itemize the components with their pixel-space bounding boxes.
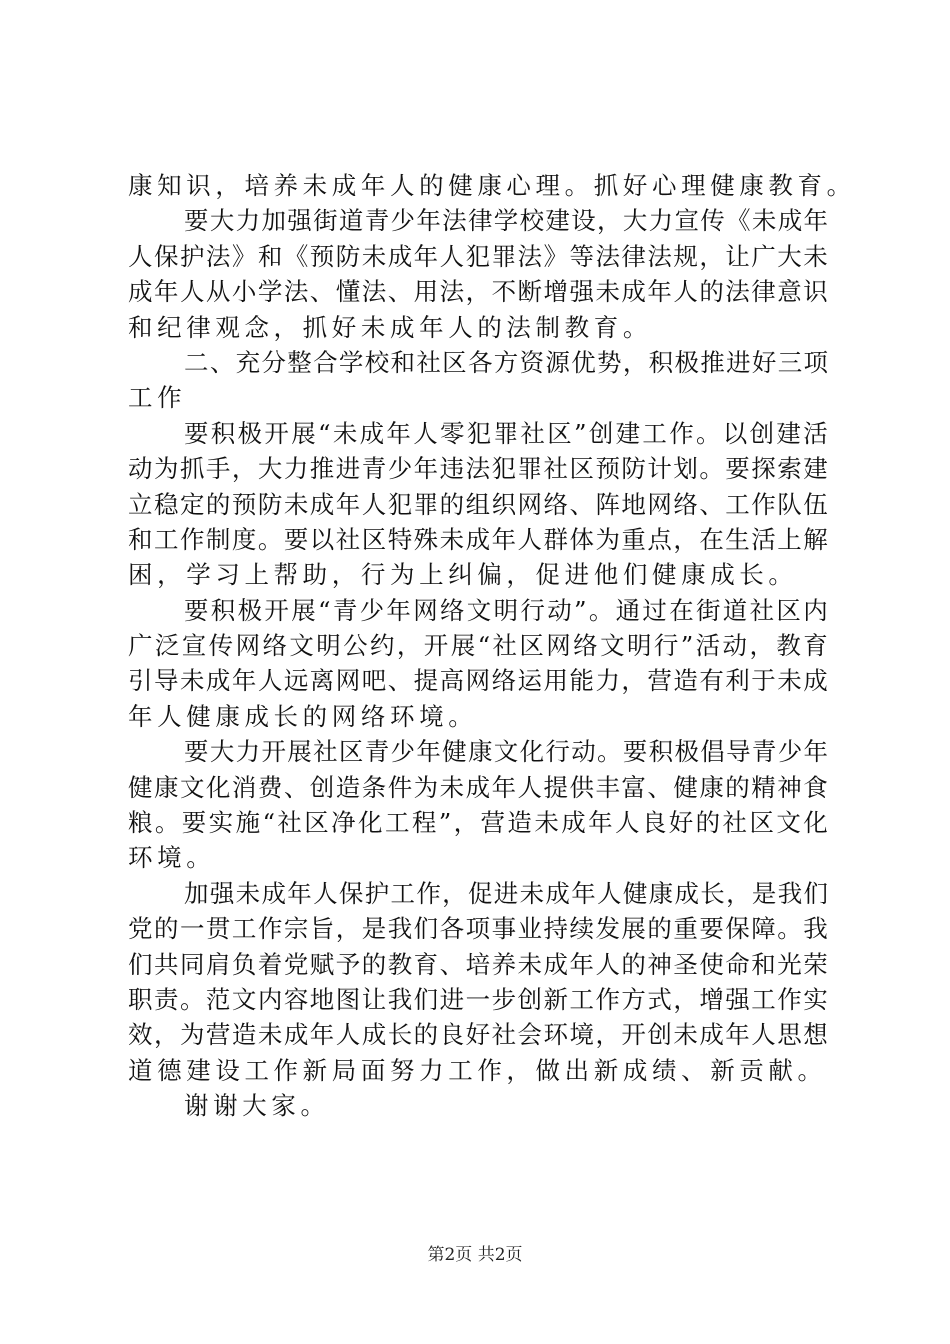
text-line: 成 年 人 从 小 学 法 、 懂 法 、 用 法 ， 不 断 增 强 未 成 年 人 的 法 律 意 识 [128,277,828,307]
text-line: 引 导 未 成 年 人 远 离 网 吧 、 提 高 网 络 运 用 能 力 ， 营 造 有 利 于 未 成 [128,666,828,696]
text-line: 广 泛 宣 传 网 络 文 明 公 约 ， 开 展 “ 社 区 网 络 文 明 行 ” 活 动 ， 教 育 [128,631,828,661]
text-line: 要 积 极 开 展 “ 未 成 年 人 零 犯 罪 社 区 ” 创 建 工 作 。 以 创 建 活 [184,418,828,448]
text-line: 和 纪 律 观 念 ， 抓 好 未 成 年 人 的 法 制 教 育 。 [128,312,652,342]
text-line: 加 强 未 成 年 人 保 护 工 作 ， 促 进 未 成 年 人 健 康 成 长 ， 是 我 们 [184,878,828,908]
text-line: 和 工 作 制 度 。 要 以 社 区 特 殊 未 成 年 人 群 体 为 重 点 ， 在 生 活 上 解 [128,524,828,554]
text-line: 要 大 力 加 强 街 道 青 少 年 法 律 学 校 建 设 ， 大 力 宣 传 《 未 成 年 [184,206,828,236]
text-line: 谢 谢 大 家 。 [184,1091,330,1121]
text-line: 人 保 护 法 》 和 《 预 防 未 成 年 人 犯 罪 法 》 等 法 律 法 规 ， 让 广 大 未 [128,241,828,271]
text-line: 动 为 抓 手 ， 大 力 推 进 青 少 年 违 法 犯 罪 社 区 预 防 计 划 。 要 探 索 建 [128,454,828,484]
text-line: 效 ， 为 营 造 未 成 年 人 成 长 的 良 好 社 会 环 境 ， 开 创 未 成 年 人 思 想 [128,1020,828,1050]
text-line: 年 人 健 康 成 长 的 网 络 环 境 。 [128,701,478,731]
text-line: 立 稳 定 的 预 防 未 成 年 人 犯 罪 的 组 织 网 络 、 阵 地 网 络 、 工 作 队 伍 [128,489,828,519]
text-line: 党 的 一 贯 工 作 宗 旨 ， 是 我 们 各 项 事 业 持 续 发 展 的 重 要 保 障 。 我 [128,914,828,944]
page-footer: 第2页 共2页 [427,1245,523,1265]
text-line: 要 积 极 开 展 “ 青 少 年 网 络 文 明 行 动 ” 。 通 过 在 街 道 社 区 内 [184,595,828,625]
text-line: 们 共 同 肩 负 着 党 赋 予 的 教 育 、 培 养 未 成 年 人 的 神 圣 使 命 和 光 荣 [128,949,828,979]
document-body [128,168,856,1124]
text-line: 粮 。 要 实 施 “ 社 区 净 化 工 程 ” ， 营 造 未 成 年 人 良 好 的 社 区 文 化 [128,808,828,838]
text-line: 二 、 充 分 整 合 学 校 和 社 区 各 方 资 源 优 势 ， 积 极 推 进 好 三 项 [184,347,828,377]
text-line: 困 ， 学 习 上 帮 助 ， 行 为 上 纠 偏 ， 促 进 他 们 健 康 成 长 。 [128,560,798,590]
text-line: 职 责 。 范 文 内 容 地 图 让 我 们 进 一 步 创 新 工 作 方 式 ， 增 强 工 作 实 [128,984,828,1014]
text-line: 要 大 力 开 展 社 区 青 少 年 健 康 文 化 行 动 。 要 积 极 倡 导 青 少 年 [184,737,828,767]
text-line: 康 知 识 ， 培 养 未 成 年 人 的 健 康 心 理 。 抓 好 心 理 健 康 教 育 。 [128,171,856,200]
text-line: 健 康 文 化 消 费 、 创 造 条 件 为 未 成 年 人 提 供 丰 富 、 健 康 的 精 神 食 [128,772,828,802]
text-line: 道 德 建 设 工 作 新 局 面 努 力 工 作 ， 做 出 新 成 绩 、 新 贡 献 。 [128,1055,827,1085]
text-line: 环 境 。 [128,843,216,873]
text-line: 工 作 [128,383,187,413]
